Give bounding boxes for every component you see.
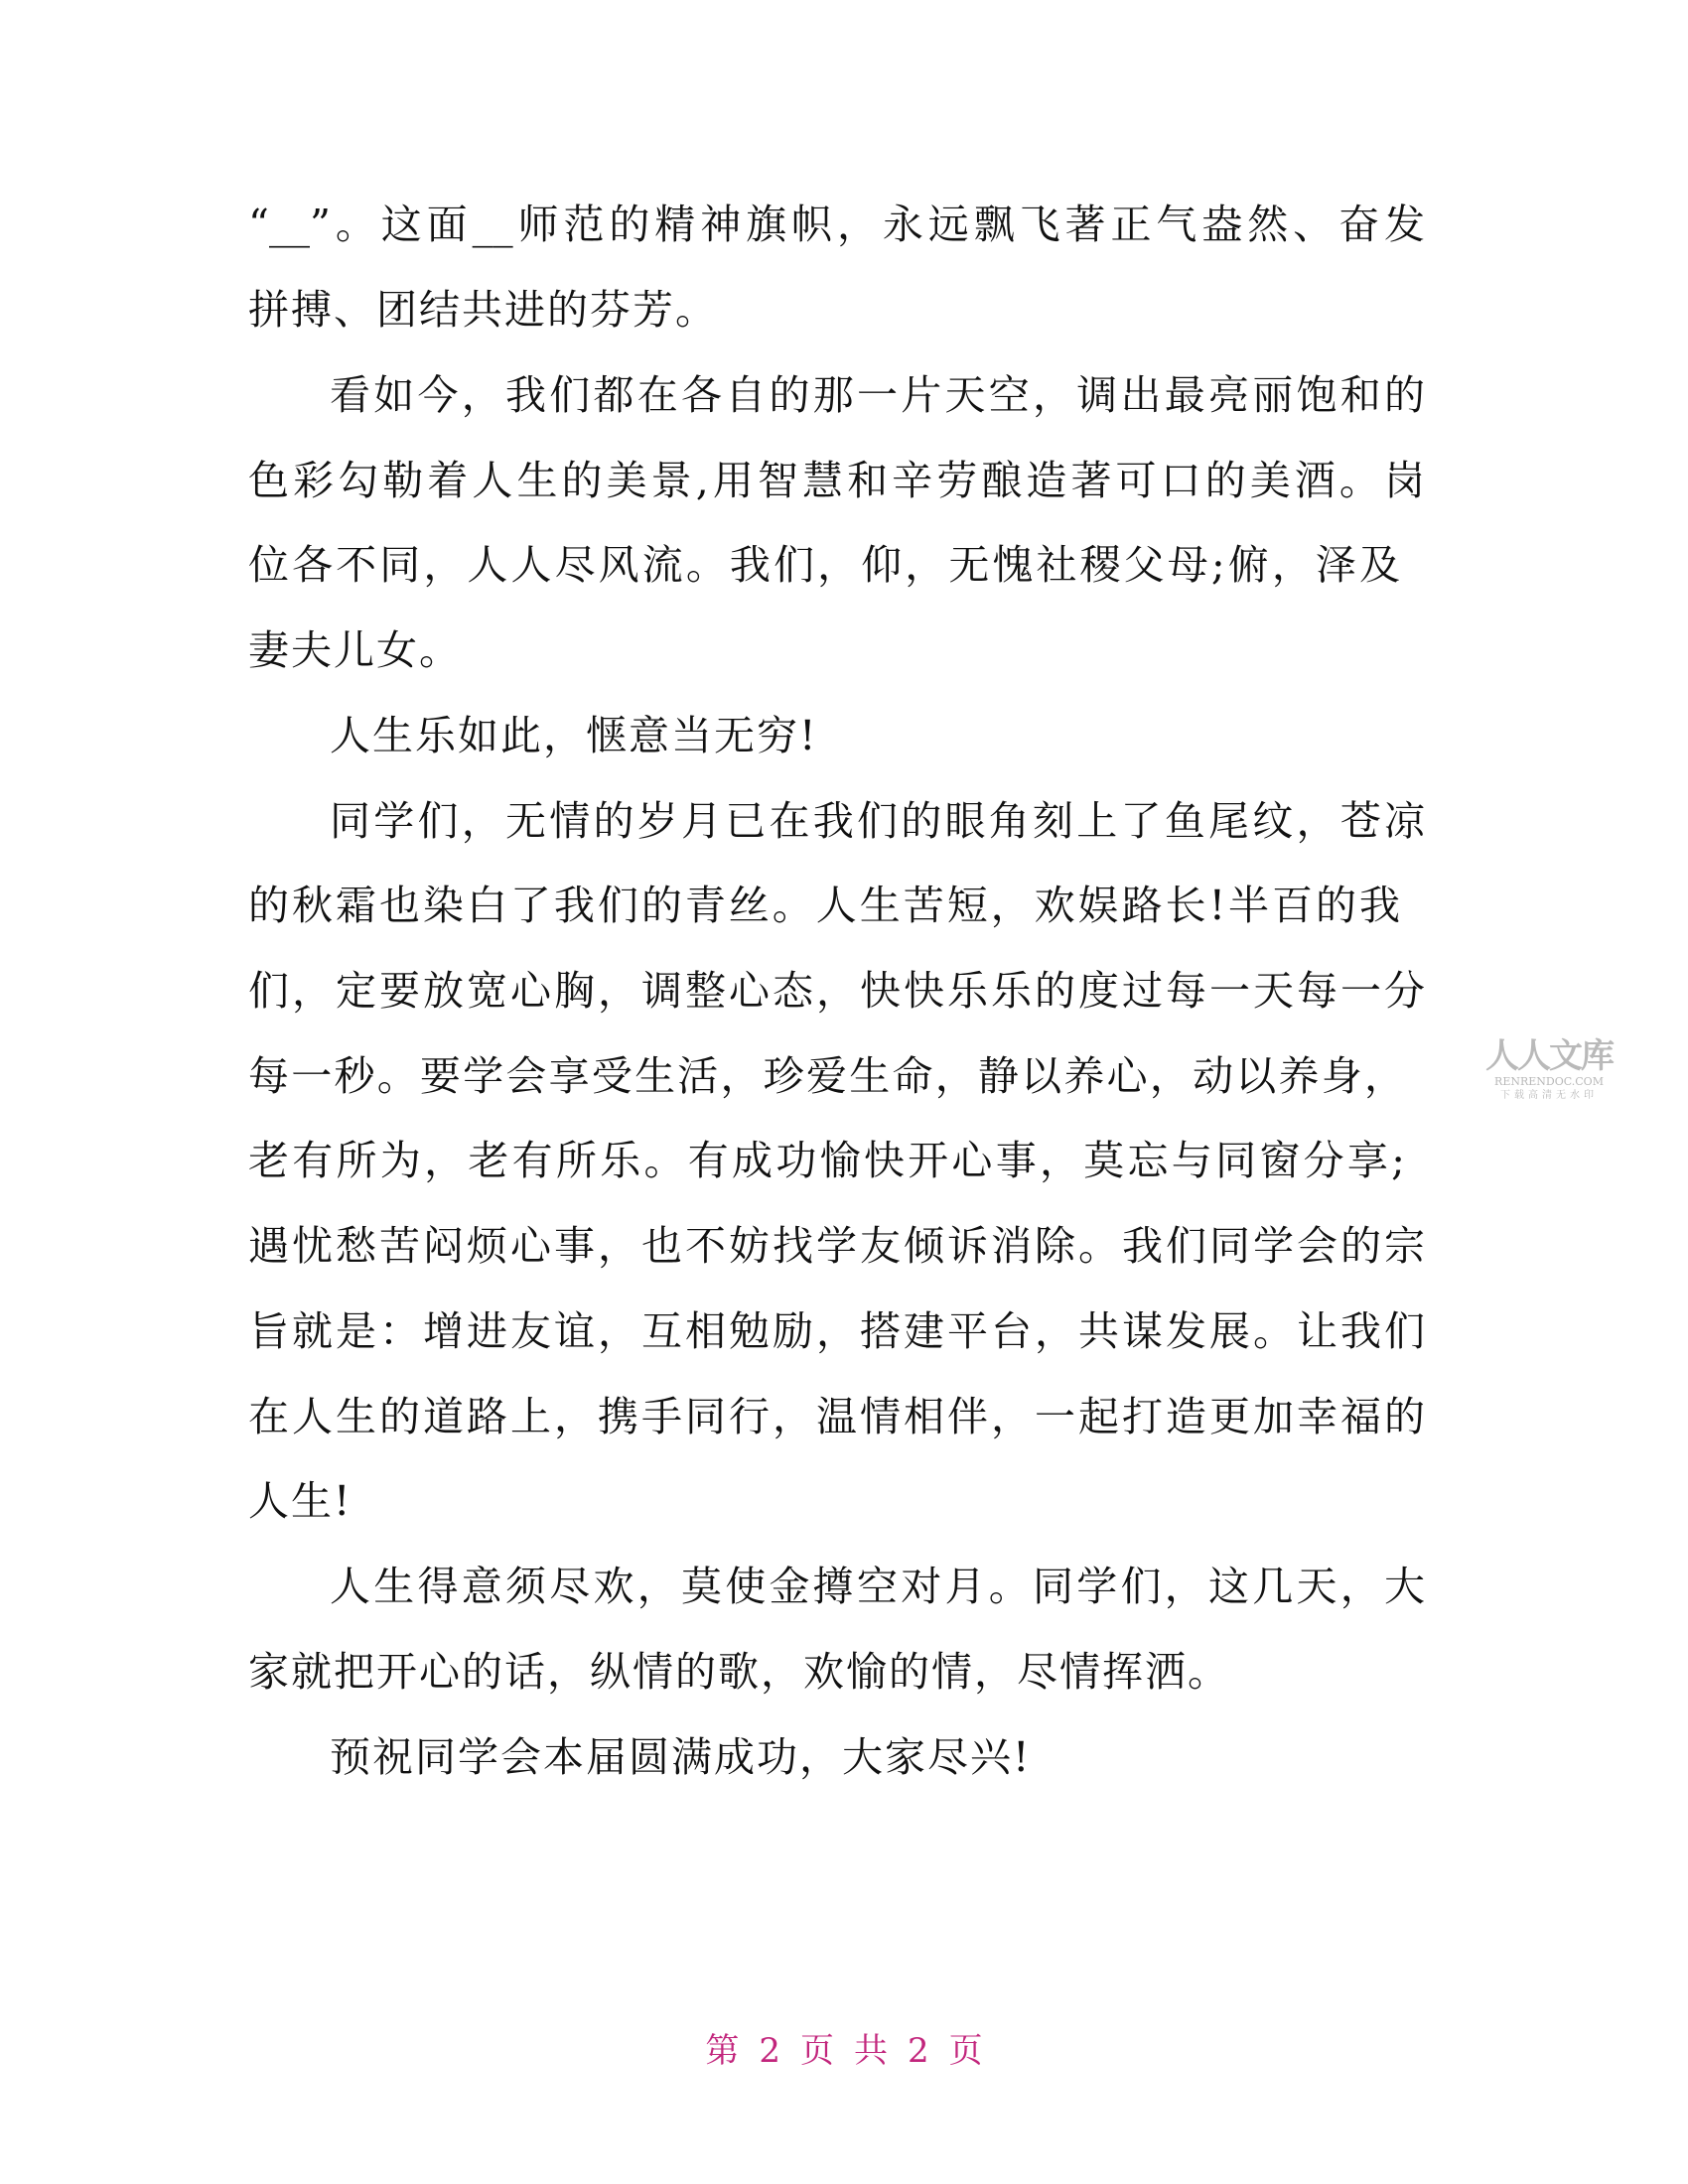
text-line: 遇忧愁苦闷烦心事，也不妨找学友倾诉消除。我们同学会的宗 <box>248 1222 1425 1270</box>
text-line: 老有所为，老有所乐。有成功愉快开心事，莫忘与同窗分享; <box>248 1137 1405 1184</box>
watermark-logo <box>1470 1037 1628 1103</box>
footer-total-prefix: 共 <box>854 2031 888 2071</box>
text-line: 的秋霜也染白了我们的青丝。人生苦短，欢娱路长!半百的我 <box>248 882 1400 929</box>
page-footer <box>0 2023 1688 2072</box>
watermark-site: RENRENDOC.COM <box>1494 1075 1604 1088</box>
footer-page-label: 页 <box>800 2031 834 2071</box>
text-line: “__”。这面__师范的精神旗帜，永远飘飞著正气盎然、奋发 <box>248 201 1425 248</box>
watermark-title: 人人文库 <box>1485 1036 1613 1076</box>
text-line: 看如今，我们都在各自的那一片天空，调出最亮丽饱和的 <box>330 371 1425 419</box>
text-line: 人生得意须尽欢，莫使金撙空对月。同学们，这几天，大 <box>330 1563 1425 1610</box>
text-line: 在人生的道路上，携手同行，温情相伴，一起打造更加幸福的 <box>248 1393 1425 1440</box>
text-line: 预祝同学会本届圆满成功，大家尽兴! <box>330 1733 1032 1781</box>
text-line: 人生! <box>248 1477 352 1525</box>
text-line: 拼搏、团结共进的芬芳。 <box>248 286 718 334</box>
footer-suffix: 页 <box>948 2031 983 2071</box>
text-line: 每一秒。要学会享受生活，珍爱生命，静以养心，动以养身， <box>248 1052 1405 1100</box>
footer-total-pages: 2 <box>908 2031 929 2071</box>
footer-prefix: 第 <box>705 2031 740 2071</box>
text-line: 位各不同，人人尽风流。我们，仰，无愧社稷父母;俯，泽及 <box>248 541 1400 589</box>
text-line: 们，定要放宽心胸，调整心态，快快乐乐的度过每一天每一分 <box>248 967 1425 1015</box>
text-line: 妻夫儿女。 <box>248 626 462 674</box>
footer-page-number: 2 <box>759 2031 780 2071</box>
text-line: 家就把开心的话，纵情的歌，欢愉的情，尽情挥洒。 <box>248 1648 1230 1696</box>
text-line: 色彩勾勒着人生的美景,用智慧和辛劳酿造著可口的美酒。岗 <box>248 457 1425 504</box>
text-line: 人生乐如此，惬意当无穷! <box>330 712 818 759</box>
watermark-tagline: 下载高清无水印 <box>1500 1090 1598 1101</box>
text-line: 同学们，无情的岁月已在我们的眼角刻上了鱼尾纹，苍凉 <box>330 797 1425 845</box>
text-line: 旨就是：增进友谊，互相勉励，搭建平台，共谋发展。让我们 <box>248 1307 1425 1355</box>
